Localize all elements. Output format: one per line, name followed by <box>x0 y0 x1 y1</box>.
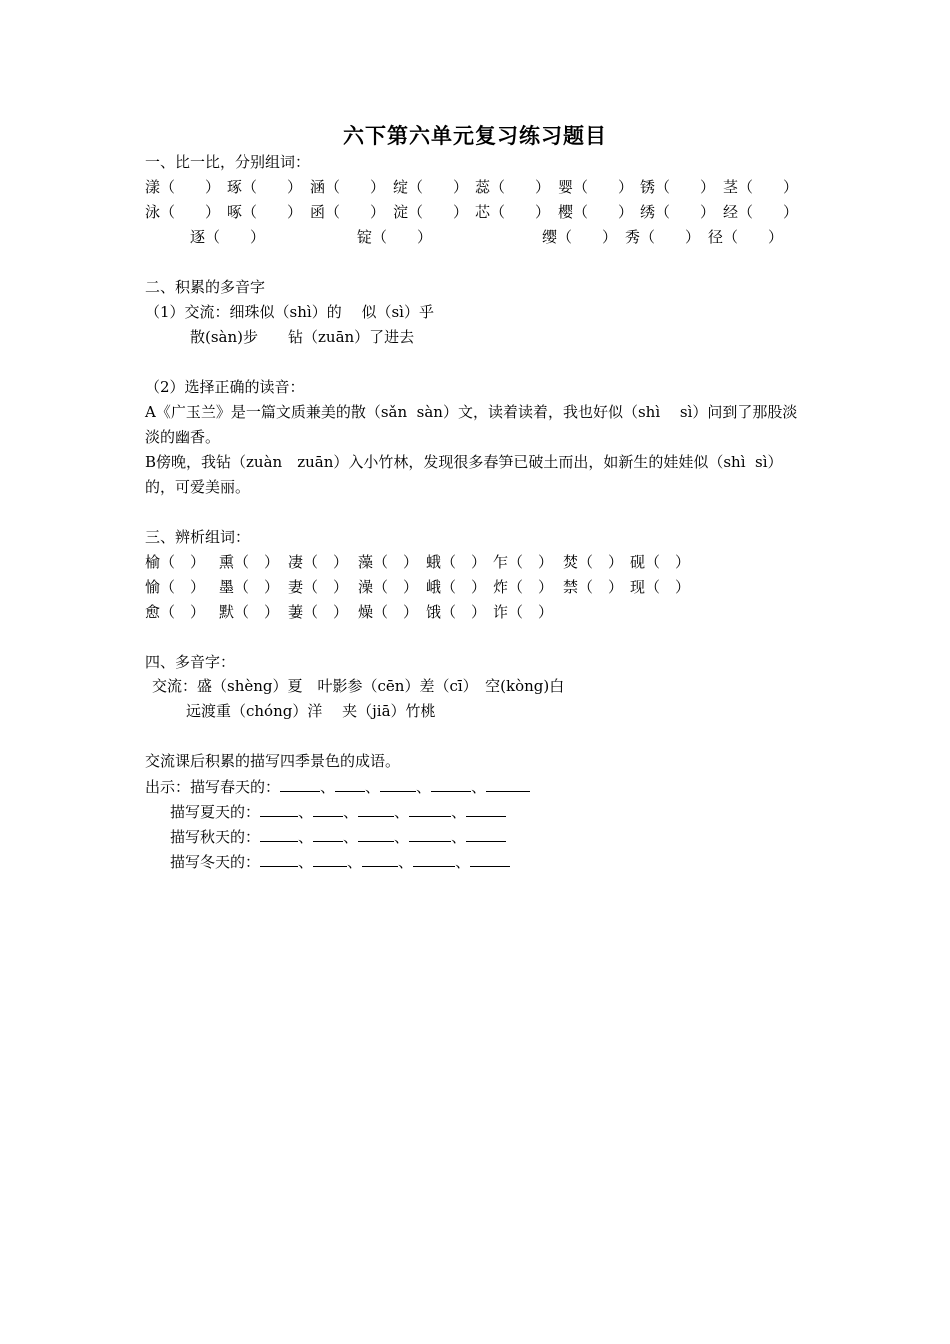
word-cell: 蕊（ ） <box>475 178 551 196</box>
blank-separator: 、 <box>298 803 314 821</box>
section2-B-line2: 的，可爱美丽。 <box>145 478 251 496</box>
word-cell: 锭（ ） <box>357 228 433 246</box>
section4-line2: 远渡重（chóng）洋 夹（jiā）竹桃 <box>186 702 436 720</box>
blank-separator: 、 <box>416 778 432 796</box>
section5-intro: 交流课后积累的描写四季景色的成语。 <box>145 752 401 770</box>
answer-blank[interactable] <box>362 851 398 867</box>
autumn-label: 描写秋天的： <box>170 828 261 846</box>
spring-label: 出示：描写春天的： <box>145 778 281 796</box>
section4-line1: 交流：盛（shèng）夏 叶影参（cēn）差（cī） 空(kòng)白 <box>152 677 565 695</box>
word-cell: 锈（ ） <box>640 178 716 196</box>
section1-heading: 一、比一比，分别组词： <box>145 153 311 171</box>
word-cell: 逐（ ） <box>190 228 266 246</box>
word-cell: 砚（ ） <box>630 553 691 571</box>
blank-separator: 、 <box>451 828 467 846</box>
word-cell: 淀（ ） <box>393 203 469 221</box>
word-cell: 婴（ ） <box>558 178 634 196</box>
spring-row <box>145 776 530 797</box>
answer-blank[interactable] <box>413 851 455 867</box>
answer-blank[interactable] <box>313 826 343 842</box>
blank-separator: 、 <box>347 853 363 871</box>
answer-blank[interactable] <box>260 851 298 867</box>
blank-separator: 、 <box>394 803 410 821</box>
answer-blank[interactable] <box>466 801 506 817</box>
word-cell: 漾（ ） <box>145 178 221 196</box>
answer-blank[interactable] <box>358 801 394 817</box>
word-cell: 燥（ ） <box>358 603 419 621</box>
word-cell: 凄（ ） <box>288 553 349 571</box>
word-cell: 秀（ ） <box>625 228 701 246</box>
answer-blank[interactable] <box>486 776 530 792</box>
blank-separator: 、 <box>451 803 467 821</box>
word-cell: 泳（ ） <box>145 203 221 221</box>
answer-blank[interactable] <box>313 801 343 817</box>
word-cell: 函（ ） <box>310 203 386 221</box>
word-cell: 妻（ ） <box>288 578 349 596</box>
section2-B-line1: B傍晚，我钻（zuàn zuān）入小竹林，发现很多春笋已破土而出，如新生的娃娃似（shì sì） <box>145 453 783 471</box>
word-cell: 炸（ ） <box>493 578 554 596</box>
section2-heading: 二、积累的多音字 <box>145 278 266 296</box>
word-cell: 芯（ ） <box>475 203 551 221</box>
word-cell: 茎（ ） <box>723 178 799 196</box>
word-cell: 绽（ ） <box>393 178 469 196</box>
word-cell: 涵（ ） <box>310 178 386 196</box>
blank-separator: 、 <box>471 778 487 796</box>
word-cell: 樱（ ） <box>558 203 634 221</box>
answer-blank[interactable] <box>358 826 394 842</box>
answer-blank[interactable] <box>335 776 365 792</box>
word-cell: 诈（ ） <box>493 603 554 621</box>
section4-heading: 四、多音字： <box>145 653 236 671</box>
word-cell: 现（ ） <box>630 578 691 596</box>
answer-blank[interactable] <box>409 801 451 817</box>
autumn-row <box>170 826 506 847</box>
blank-separator: 、 <box>298 853 314 871</box>
section2-A-line1: A《广玉兰》是一篇文质兼美的散（sǎn sàn）文，读着读着，我也好似（shì sì）问到了那股淡 <box>145 403 798 421</box>
blank-separator: 、 <box>394 828 410 846</box>
word-cell: 熏（ ） <box>219 553 280 571</box>
word-cell: 缨（ ） <box>542 228 618 246</box>
word-cell: 峨（ ） <box>426 578 487 596</box>
answer-blank[interactable] <box>260 826 298 842</box>
word-cell: 经（ ） <box>723 203 799 221</box>
blank-separator: 、 <box>298 828 314 846</box>
answer-blank[interactable] <box>260 801 298 817</box>
word-cell: 蛾（ ） <box>426 553 487 571</box>
answer-blank[interactable] <box>280 776 320 792</box>
answer-blank[interactable] <box>466 826 506 842</box>
blank-separator: 、 <box>343 803 359 821</box>
winter-label: 描写冬天的： <box>170 853 261 871</box>
summer-row <box>170 801 506 822</box>
answer-blank[interactable] <box>409 826 451 842</box>
winter-row <box>170 851 510 872</box>
word-cell: 萋（ ） <box>288 603 349 621</box>
section3-heading: 三、辨析组词： <box>145 528 251 546</box>
word-cell: 绣（ ） <box>640 203 716 221</box>
section2-sub2-heading: （2）选择正确的读音： <box>145 378 305 396</box>
word-cell: 愈（ ） <box>145 603 206 621</box>
word-cell: 啄（ ） <box>227 203 303 221</box>
word-cell: 焚（ ） <box>563 553 624 571</box>
word-cell: 榆（ ） <box>145 553 206 571</box>
blank-separator: 、 <box>455 853 471 871</box>
blank-separator: 、 <box>365 778 381 796</box>
word-cell: 澡（ ） <box>358 578 419 596</box>
summer-label: 描写夏天的： <box>170 803 261 821</box>
page-title: 六下第六单元复习练习题目 <box>343 123 607 148</box>
blank-separator: 、 <box>343 828 359 846</box>
word-cell: 藻（ ） <box>358 553 419 571</box>
answer-blank[interactable] <box>431 776 471 792</box>
section2-A-line2: 淡的幽香。 <box>145 428 221 446</box>
blank-separator: 、 <box>398 853 414 871</box>
word-cell: 默（ ） <box>219 603 280 621</box>
word-cell: 乍（ ） <box>493 553 554 571</box>
word-cell: 愉（ ） <box>145 578 206 596</box>
word-cell: 墨（ ） <box>219 578 280 596</box>
blank-separator: 、 <box>320 778 336 796</box>
answer-blank[interactable] <box>470 851 510 867</box>
word-cell: 禁（ ） <box>563 578 624 596</box>
word-cell: 径（ ） <box>708 228 784 246</box>
answer-blank[interactable] <box>380 776 416 792</box>
section2-sub1-line2: 散(sàn)步 钻（zuān）了进去 <box>190 328 415 346</box>
section2-sub1-line1: （1）交流：细珠似（shì）的 似（sì）乎 <box>145 303 434 321</box>
word-cell: 饿（ ） <box>426 603 487 621</box>
answer-blank[interactable] <box>313 851 347 867</box>
word-cell: 琢（ ） <box>227 178 303 196</box>
